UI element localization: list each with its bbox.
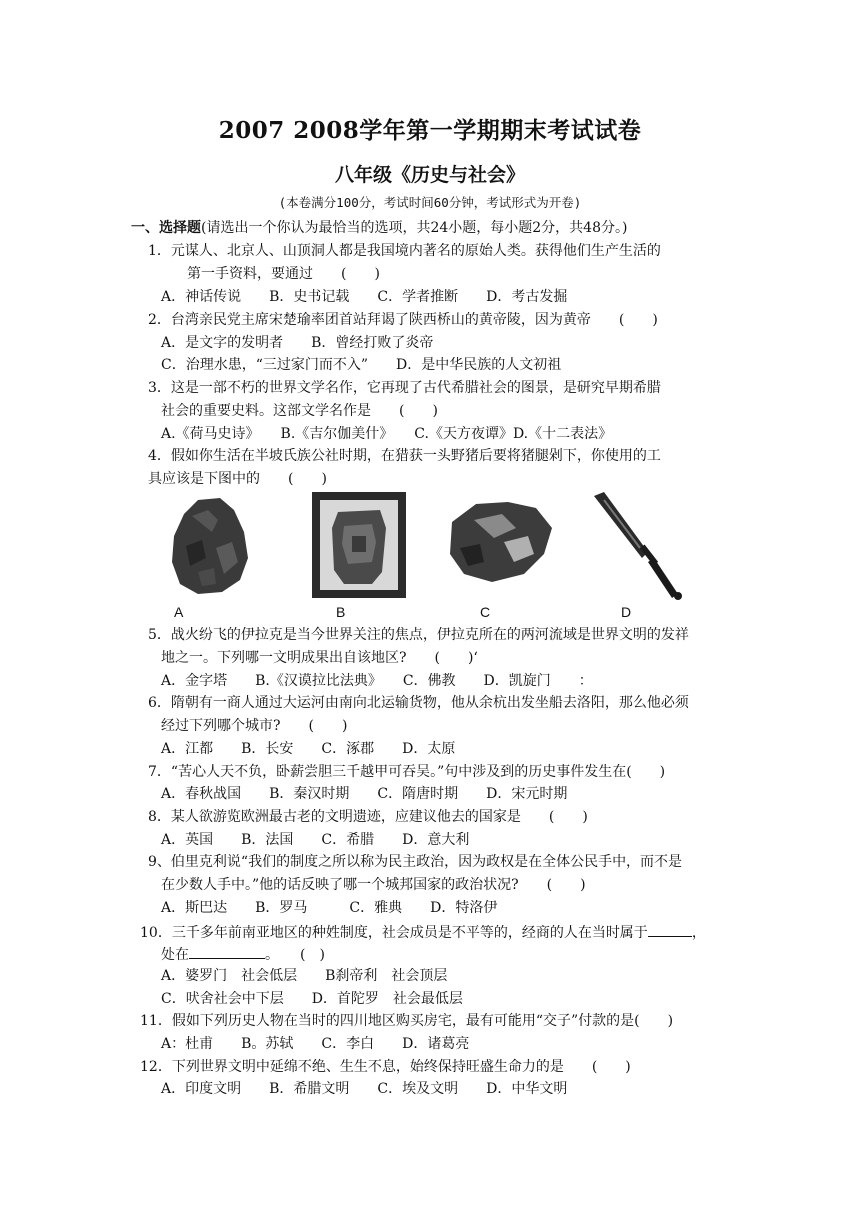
stone-knife-figure — [444, 498, 556, 588]
q10-options1: A．婆罗门 社会低层 B刹帝利 社会顶层 — [161, 968, 448, 984]
q2-options2: C．治理水患，“三过家门而不入” D．是中华民族的人文初祖 — [161, 357, 562, 373]
q3-line2: 社会的重要史料。这部文学名作是 ( ) — [161, 403, 438, 419]
stone-axe-figure — [168, 496, 250, 596]
q4-line2: 具应该是下图中的 ( ) — [148, 471, 327, 487]
q10-line1 — [140, 922, 706, 942]
polished-stone-figure — [312, 492, 406, 598]
q2-options1: A．是文字的发明者 B．曾经打败了炎帝 — [161, 335, 434, 351]
q9-options: A．斯巴达 B．罗马 C．雅典 D．特洛伊 — [161, 900, 498, 916]
exam-note: (本卷满分100分，考试时间60分钟，考试形式为开卷) — [278, 195, 582, 210]
q1-line2: 第一手资料，要通过 ( ) — [187, 266, 380, 282]
q10-line2-end: 。 ( ) — [265, 947, 325, 963]
q1-line1: 1．元谋人、北京人、山顶洞人都是我国境内著名的原始人类。获得他们生产生活的 — [148, 243, 661, 259]
figure-label-c: C — [480, 604, 491, 620]
q10-options2: C．吠舍社会中下层 D．首陀罗 社会最低层 — [161, 991, 463, 1007]
q3-options: A.《荷马史诗》 B.《吉尔伽美什》 C.《天方夜谭》D.《十二表法》 — [161, 426, 613, 442]
q11-line1: 11．假如下列历史人物在当时的四川地区购买房宅，最有可能用“交子”付款的是( ) — [140, 1013, 674, 1029]
q6-line1: 6．隋朝有一商人通过大运河由南向北运输货物，他从余杭出发坐船去洛阳，那么他必须 — [148, 695, 689, 711]
section-title: 一、选择题 — [131, 220, 201, 236]
q8-options: A．英国 B．法国 C．希腊 D．意大利 — [161, 832, 470, 848]
figure-label-d: D — [621, 604, 632, 620]
q10-blank-2[interactable] — [189, 944, 265, 959]
q5-line1: 5．战火纷飞的伊拉克是当今世界关注的焦点，伊拉克所在的两河流域是世界文明的发祥 — [148, 627, 689, 643]
q5-options: A．金字塔 B.《汉谟拉比法典》 C．佛教 D．凯旋门 ： — [161, 673, 593, 689]
q8-line1: 8．某人欲游览欧洲最古老的文明遗迹，应建议他去的国家是 ( ) — [148, 809, 588, 825]
q7-line1: 7．“苦心人天不负，卧薪尝胆三千越甲可吞吴。”句中涉及到的历史事件发生在( ) — [148, 764, 666, 780]
q10-line1-text: 10．三千多年前南亚地区的种姓制度，社会成员是不平等的，经商的人在当时属于 — [140, 925, 648, 941]
q10-blank-1[interactable] — [648, 922, 692, 937]
q4-line1: 4．假如你生活在半坡氏族公社时期，在猎获一头野猪后要将猪腿剁下，你使用的工 — [148, 448, 661, 464]
section-heading — [131, 219, 627, 237]
q10-line2 — [161, 944, 325, 964]
q9-line1: 9、伯里克利说“我们的制度之所以称为民主政治，因为政权是在全体公民手中，而不是 — [148, 854, 683, 870]
figure-label-b: B — [336, 604, 346, 620]
q7-options: A．春秋战国 B．秦汉时期 C．隋唐时期 D．宋元时期 — [161, 786, 568, 802]
tool-figures — [160, 490, 720, 620]
q3-line1: 3．这是一部不朽的世界文学名作，它再现了古代希腊社会的图景，是研究早期希腊 — [148, 380, 661, 396]
q9-line2: 在少数人手中。”他的话反映了哪一个城邦国家的政治状况? ( ) — [161, 877, 586, 893]
bronze-dagger-figure — [590, 490, 690, 602]
q1-options: A．神话传说 B．史书记载 C．学者推断 D．考古发掘 — [161, 289, 568, 305]
figure-label-a: A — [174, 604, 184, 620]
q10-line1-end: ， — [691, 925, 706, 941]
section-instructions: (请选出一个你认为最恰当的选项，共24小题，每小题2分，共48分。) — [201, 220, 628, 236]
q10-line2-text: 处在 — [161, 947, 189, 963]
q12-options: A．印度文明 B．希腊文明 C．埃及文明 D．中华文明 — [161, 1081, 568, 1097]
q12-line1: 12．下列世界文明中延绵不绝、生生不息，始终保持旺盛生命力的是 ( ) — [140, 1059, 631, 1075]
q2-line1: 2．台湾亲民党主席宋楚瑜率团首站拜谒了陕西桥山的黄帝陵，因为黄帝 ( ) — [148, 312, 658, 328]
exam-title: 2007 2008学年第一学期期末考试试卷 — [218, 117, 642, 144]
q6-line2: 经过下列哪个城市? ( ) — [161, 718, 348, 734]
q11-options: A：杜甫 B。苏轼 C．李白 D．诸葛亮 — [161, 1036, 470, 1052]
q5-line2: 地之一。下列哪一文明成果出自该地区? ( )‘ — [161, 650, 478, 666]
exam-subtitle: 八年级《历史与社会》 — [334, 164, 525, 186]
q6-options: A．江都 B．长安 C．涿郡 D．太原 — [161, 741, 456, 757]
